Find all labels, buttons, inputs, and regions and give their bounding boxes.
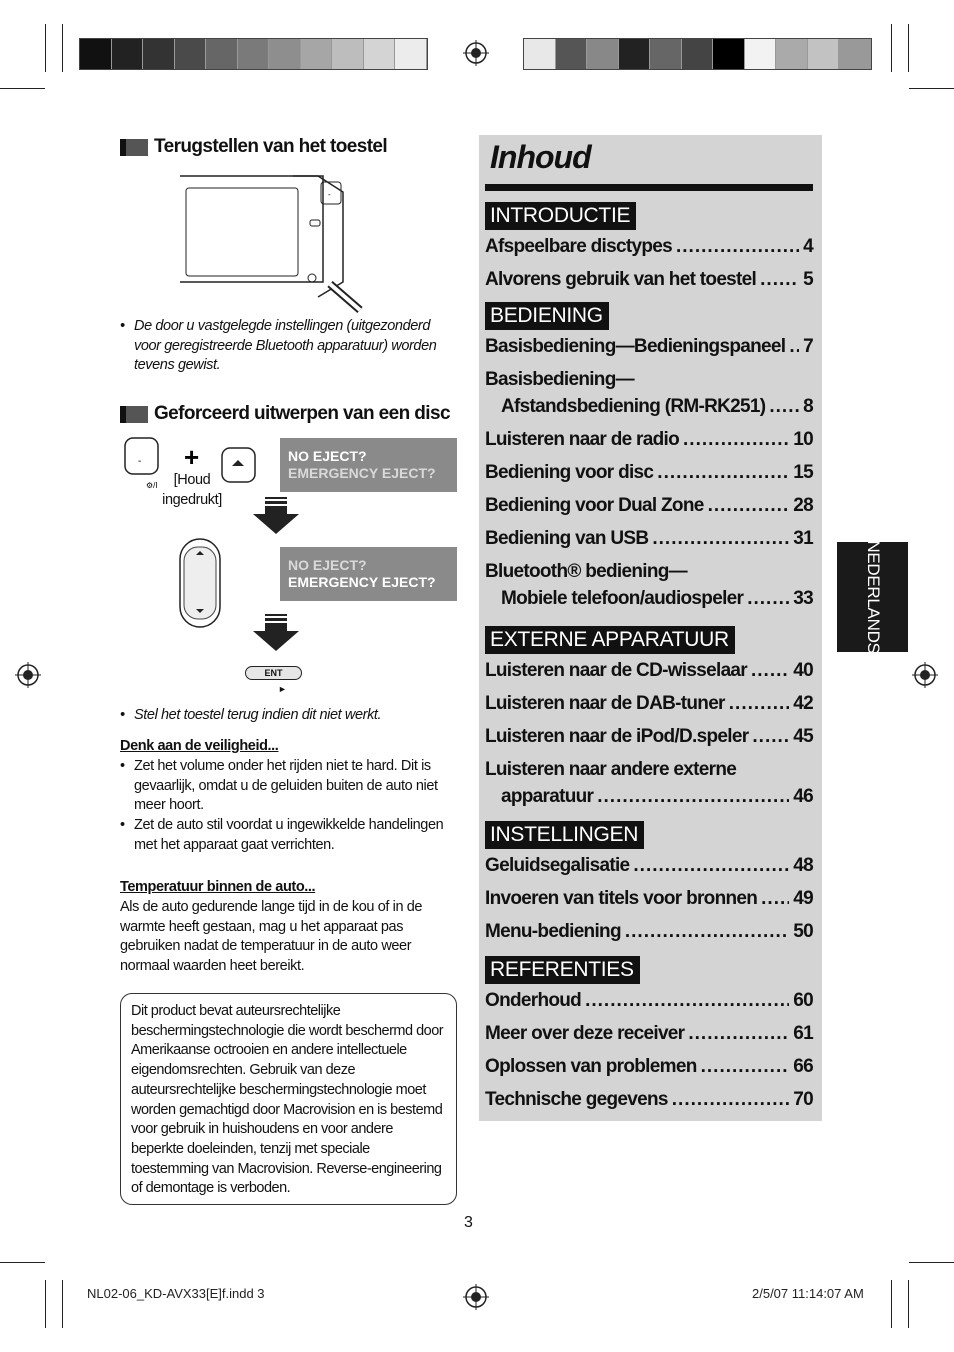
color-swatch <box>808 39 840 69</box>
color-calibration-bar <box>523 38 872 70</box>
toc-entry-title: Oplossen van problemen <box>485 1056 697 1077</box>
toc-page-number: 49 <box>793 888 813 909</box>
toc-entry[interactable] <box>485 1056 813 1082</box>
registration-mark-icon <box>15 662 41 688</box>
table-of-contents <box>479 135 822 1121</box>
toc-entry-title: Luisteren naar de radio <box>485 429 680 450</box>
reset-title-text: Terugstellen van het toestel <box>154 136 388 157</box>
toc-entry-title: Onderhoud <box>485 990 582 1011</box>
dot-leader <box>633 855 789 877</box>
color-swatch <box>524 39 556 69</box>
toc-page-number: 60 <box>793 990 813 1011</box>
color-swatch <box>364 39 396 69</box>
play-icon: ► <box>278 684 287 694</box>
language-label: NEDERLANDS <box>863 540 883 654</box>
toc-page-number: 46 <box>793 786 813 807</box>
toc-entry[interactable] <box>485 921 813 947</box>
color-swatch <box>301 39 333 69</box>
crop-mark <box>909 88 954 89</box>
toc-section-heading: INTRODUCTIE <box>485 202 636 230</box>
ent-label: ENT <box>264 668 283 678</box>
toc-page-number: 42 <box>793 693 813 714</box>
toc-page-number: 33 <box>793 588 813 609</box>
toc-page-number: 28 <box>793 495 813 516</box>
toc-entry[interactable] <box>485 660 813 686</box>
down-arrow-icon <box>253 614 299 652</box>
temperature-heading: Temperatuur binnen de auto... <box>120 879 316 895</box>
color-swatch <box>332 39 364 69</box>
reset-notes <box>120 317 460 376</box>
toc-entry[interactable] <box>485 888 813 914</box>
copyright-notice-box <box>120 993 457 1205</box>
toc-page-number: 45 <box>793 726 813 747</box>
crop-mark <box>908 1280 909 1328</box>
crop-mark <box>45 24 46 72</box>
reset-section-title <box>120 136 387 158</box>
color-swatch <box>175 39 207 69</box>
crop-mark <box>62 1280 63 1328</box>
dot-leader <box>625 921 789 943</box>
dot-leader <box>747 588 789 610</box>
color-swatch <box>776 39 808 69</box>
color-swatch <box>650 39 682 69</box>
toc-entry[interactable] <box>485 1023 813 1049</box>
footer-timestamp: 2/5/07 11:14:07 AM <box>752 1286 864 1301</box>
toc-entry-title: Afstandsbediening (RM-RK251) <box>501 396 766 417</box>
dot-leader <box>652 528 789 550</box>
toc-entry[interactable] <box>501 588 813 614</box>
toc-entry[interactable] <box>485 528 813 554</box>
crop-mark <box>891 1280 892 1328</box>
color-swatch <box>206 39 238 69</box>
toc-entry-title: apparatuur <box>501 786 594 807</box>
control-knob-illustration <box>176 535 224 631</box>
message-line: NO EJECT? <box>288 557 367 573</box>
registration-mark-icon <box>463 40 489 66</box>
toc-section-heading: EXTERNE APPARATUUR <box>485 626 735 654</box>
emergency-message-1 <box>280 438 457 492</box>
toc-entry[interactable] <box>485 462 813 488</box>
eject-note: • Stel het toestel terug indien dit niet werkt. <box>120 706 460 726</box>
svg-text:+: + <box>184 442 200 472</box>
color-swatch <box>395 39 427 69</box>
section-marker-icon <box>120 139 148 156</box>
toc-entry-title: Menu-bediening <box>485 921 621 942</box>
svg-text:-: - <box>328 190 331 199</box>
color-swatch <box>80 39 112 69</box>
toc-section-heading: BEDIENING <box>485 302 609 330</box>
toc-entry-title: Luisteren naar de CD-wisselaar <box>485 660 747 681</box>
color-swatch <box>269 39 301 69</box>
color-swatch <box>745 39 777 69</box>
message-line: EMERGENCY EJECT? <box>288 574 436 590</box>
language-side-tab <box>837 542 908 652</box>
toc-entry[interactable] <box>485 990 813 1016</box>
emergency-message-2 <box>280 547 457 601</box>
toc-page-number: 7 <box>803 336 813 357</box>
toc-section-heading: INSTELLINGEN <box>485 821 644 849</box>
registration-mark-icon <box>463 1284 489 1310</box>
crop-mark <box>0 1262 45 1263</box>
section-marker-icon <box>120 406 148 423</box>
toc-entry[interactable] <box>485 236 813 262</box>
footer-file-info: NL02-06_KD-AVX33[E]f.indd 3 <box>87 1286 265 1301</box>
crop-mark <box>908 24 909 72</box>
toc-entry[interactable] <box>501 786 813 812</box>
toc-entry[interactable] <box>485 693 813 719</box>
down-arrow-icon <box>253 497 299 535</box>
message-line: NO EJECT? <box>288 448 367 464</box>
color-swatch <box>713 39 745 69</box>
dot-leader <box>672 1089 790 1111</box>
dot-leader <box>657 462 789 484</box>
toc-page-number: 61 <box>793 1023 813 1044</box>
toc-section-heading: REFERENTIES <box>485 956 640 984</box>
dot-leader <box>597 786 789 808</box>
toc-page-number: 70 <box>793 1089 813 1110</box>
toc-entry-title[interactable]: Basisbediening— <box>485 369 634 390</box>
toc-entry-title: Afspeelbare disctypes <box>485 236 672 257</box>
toc-entry-title: Technische gegevens <box>485 1089 668 1110</box>
color-swatch <box>238 39 270 69</box>
reset-illustration <box>178 172 368 317</box>
color-swatch <box>839 39 871 69</box>
ent-button-illustration <box>245 666 302 680</box>
toc-entry-title[interactable]: Bluetooth® bediening— <box>485 561 687 582</box>
dot-leader <box>585 990 789 1012</box>
toc-entry[interactable] <box>485 1089 813 1115</box>
dot-leader <box>701 1056 790 1078</box>
color-swatch <box>556 39 588 69</box>
registration-mark-icon <box>912 662 938 688</box>
title-rule <box>485 184 813 191</box>
dot-leader <box>729 693 790 715</box>
crop-mark <box>0 88 45 89</box>
dot-leader <box>751 660 789 682</box>
color-swatch <box>682 39 714 69</box>
dot-leader <box>760 269 799 291</box>
eject-section-title <box>120 403 450 425</box>
safety-item: • Zet het volume onder het rijden niet te hard. Dit is gevaarlijk, omdat u de geluiden buiten de auto niet meer hoort. <box>120 757 460 816</box>
toc-entry-title: Luisteren naar de DAB-tuner <box>485 693 725 714</box>
toc-entry-title: Geluidsegalisatie <box>485 855 630 876</box>
toc-page-number: 66 <box>793 1056 813 1077</box>
toc-entry-title: Mobiele telefoon/audiospeler <box>501 588 744 609</box>
toc-page-number: 48 <box>793 855 813 876</box>
safety-item: • Zet de auto stil voordat u ingewikkelde handelingen met het apparaat gaat verrichten. <box>120 816 460 855</box>
svg-text:-: - <box>138 456 142 467</box>
crop-mark <box>891 24 892 72</box>
dot-leader <box>769 396 799 418</box>
toc-entry[interactable] <box>485 336 813 362</box>
eject-title-text: Geforceerd uitwerpen van een disc <box>154 403 450 424</box>
dot-leader <box>683 429 789 451</box>
svg-text:⚙/I: ⚙/I <box>146 481 158 490</box>
toc-entry-title: Bediening van USB <box>485 528 649 549</box>
toc-entry-title: Luisteren naar de iPod/D.speler <box>485 726 749 747</box>
safety-heading: Denk aan de veiligheid... <box>120 738 279 754</box>
crop-mark <box>62 24 63 72</box>
reset-note: • De door u vastgelegde instellingen (uitgezonderd voor geregistreerde Bluetooth apparatuur) worden tevens gewist. <box>120 317 460 376</box>
hold-label: [Houd ingedrukt] <box>162 472 222 508</box>
crop-mark <box>909 1262 954 1263</box>
toc-page-number: 10 <box>793 429 813 450</box>
color-calibration-bar <box>79 38 428 70</box>
toc-entry-title: Bediening voor Dual Zone <box>485 495 704 516</box>
toc-entry[interactable] <box>485 726 813 752</box>
crop-mark <box>45 1280 46 1328</box>
toc-entry-title: Bediening voor disc <box>485 462 654 483</box>
toc-entry-title: Alvorens gebruik van het toestel <box>485 269 757 290</box>
page-number: 3 <box>464 1214 473 1231</box>
dot-leader <box>676 236 799 258</box>
dot-leader <box>761 888 789 910</box>
toc-entry[interactable] <box>501 396 813 422</box>
toc-entry[interactable] <box>485 429 813 455</box>
toc-page-number: 5 <box>803 269 813 290</box>
toc-page-number: 31 <box>793 528 813 549</box>
toc-page-number: 4 <box>803 236 813 257</box>
dot-leader <box>752 726 789 748</box>
message-line: EMERGENCY EJECT? <box>288 465 436 481</box>
toc-page-number: 40 <box>793 660 813 681</box>
dot-leader <box>708 495 790 517</box>
temperature-text: Als de auto gedurende lange tijd in de kou of in de warmte heeft gestaan, mag u het apparaat pas gebruiken nadat de temperatuur in de auto weer normaal waarden heet bereikt. <box>120 899 423 975</box>
toc-page-number: 15 <box>793 462 813 483</box>
toc-entry-title: Basisbediening—Bedieningspaneel <box>485 336 786 357</box>
dot-leader <box>688 1023 789 1045</box>
safety-list <box>120 757 460 856</box>
eject-notes <box>120 706 460 726</box>
color-swatch <box>143 39 175 69</box>
toc-entry[interactable] <box>485 855 813 881</box>
toc-page-number: 50 <box>793 921 813 942</box>
toc-entry[interactable] <box>485 495 813 521</box>
toc-entry-title: Meer over deze receiver <box>485 1023 685 1044</box>
toc-entry-title[interactable]: Luisteren naar andere externe <box>485 759 737 780</box>
copyright-text: Dit product bevat auteursrechtelijke beschermingstechnologie die wordt beschermd door Amerikaanse octrooien en andere intellectuele eigendomsrechten. Gebruik van deze auteursrechtelijke beschermingstechnologie moet worden gemachtigd door Macrovision en is bestemd voor gebruik in huishoudens en voor andere beperkte doeleinden, tenzij met speciale toestemming van Macrovision. Reverse-engineering of demontage is verboden. <box>131 1003 444 1197</box>
color-swatch <box>619 39 651 69</box>
color-swatch <box>587 39 619 69</box>
toc-page-number: 8 <box>803 396 813 417</box>
dot-leader <box>789 336 799 358</box>
color-swatch <box>112 39 144 69</box>
toc-entry-title: Invoeren van titels voor bronnen <box>485 888 758 909</box>
toc-title: Inhoud <box>490 139 591 175</box>
toc-entry[interactable] <box>485 269 813 295</box>
